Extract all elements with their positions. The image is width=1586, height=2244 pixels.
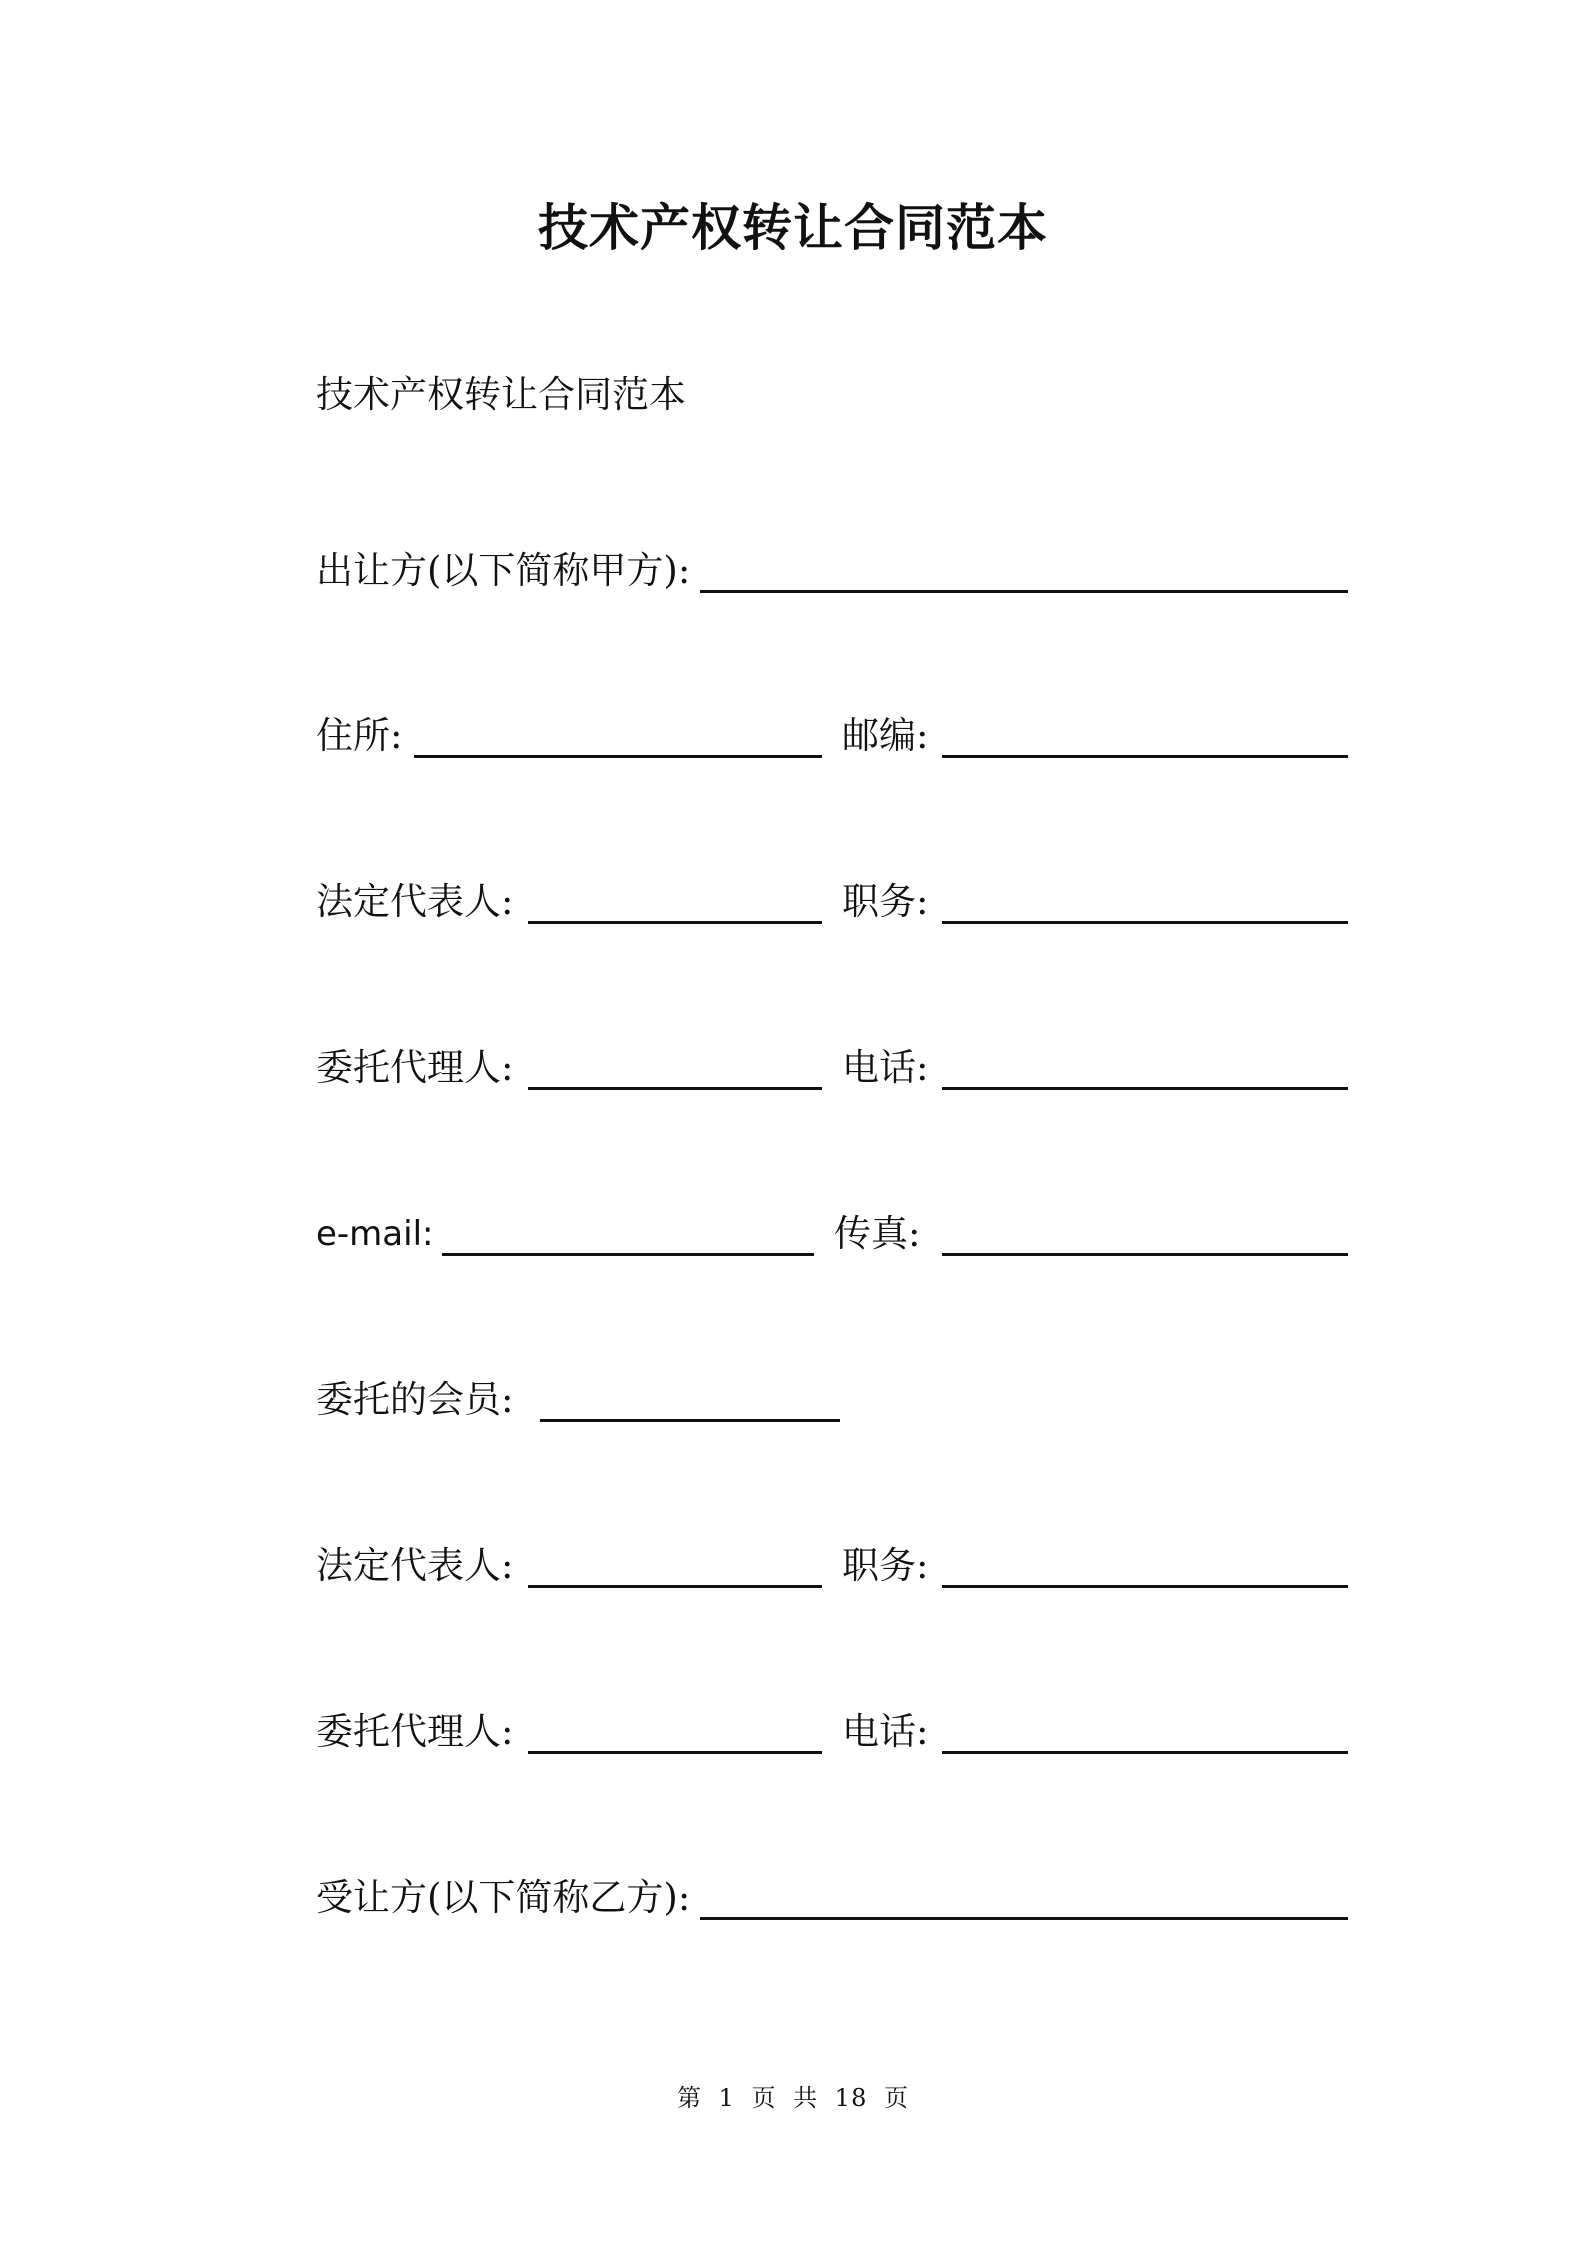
agent-label-2: 委托代理人: — [316, 1710, 514, 1753]
position-label-1: 职务: — [842, 880, 929, 923]
document-title: 技术产权转让合同范本 — [538, 198, 1048, 257]
phone-label-1: 电话: — [842, 1046, 929, 1089]
legal-rep-label-1: 法定代表人: — [316, 880, 514, 923]
phone-label-2: 电话: — [842, 1710, 929, 1753]
position-label-2: 职务: — [842, 1544, 929, 1587]
transferee-blank[interactable] — [700, 1917, 1348, 1920]
transferor-row — [316, 545, 1348, 601]
transferee-label: 受让方(以下简称乙方): — [316, 1876, 691, 1919]
member-blank[interactable] — [540, 1419, 840, 1422]
transferor-label: 出让方(以下简称甲方): — [316, 549, 691, 592]
legal-rep-row-1 — [316, 876, 1348, 932]
postcode-label: 邮编: — [842, 714, 929, 757]
document-subtitle: 技术产权转让合同范本 — [316, 373, 686, 416]
email-blank[interactable] — [442, 1253, 814, 1256]
position-blank-1[interactable] — [942, 921, 1348, 924]
postcode-blank[interactable] — [942, 755, 1348, 758]
transferor-blank[interactable] — [700, 590, 1348, 593]
agent-row-1 — [316, 1042, 1348, 1098]
legal-rep-row-2 — [316, 1540, 1348, 1596]
agent-blank-1[interactable] — [528, 1087, 822, 1090]
address-row — [316, 710, 1348, 766]
address-blank[interactable] — [414, 755, 822, 758]
legal-rep-blank-1[interactable] — [528, 921, 822, 924]
legal-rep-blank-2[interactable] — [528, 1585, 822, 1588]
fax-blank[interactable] — [942, 1253, 1348, 1256]
fax-label: 传真: — [834, 1212, 921, 1255]
phone-blank-1[interactable] — [942, 1087, 1348, 1090]
member-label: 委托的会员: — [316, 1378, 514, 1421]
address-label: 住所: — [316, 714, 403, 757]
agent-row-2 — [316, 1706, 1348, 1762]
agent-label-1: 委托代理人: — [316, 1046, 514, 1089]
position-blank-2[interactable] — [942, 1585, 1348, 1588]
transferee-row — [316, 1872, 1348, 1928]
email-row — [316, 1208, 1348, 1264]
phone-blank-2[interactable] — [942, 1751, 1348, 1754]
member-row — [316, 1374, 1348, 1430]
agent-blank-2[interactable] — [528, 1751, 822, 1754]
email-label: e-mail: — [316, 1214, 434, 1254]
page-indicator: 第 1 页 共 18 页 — [677, 2084, 909, 2112]
legal-rep-label-2: 法定代表人: — [316, 1544, 514, 1587]
